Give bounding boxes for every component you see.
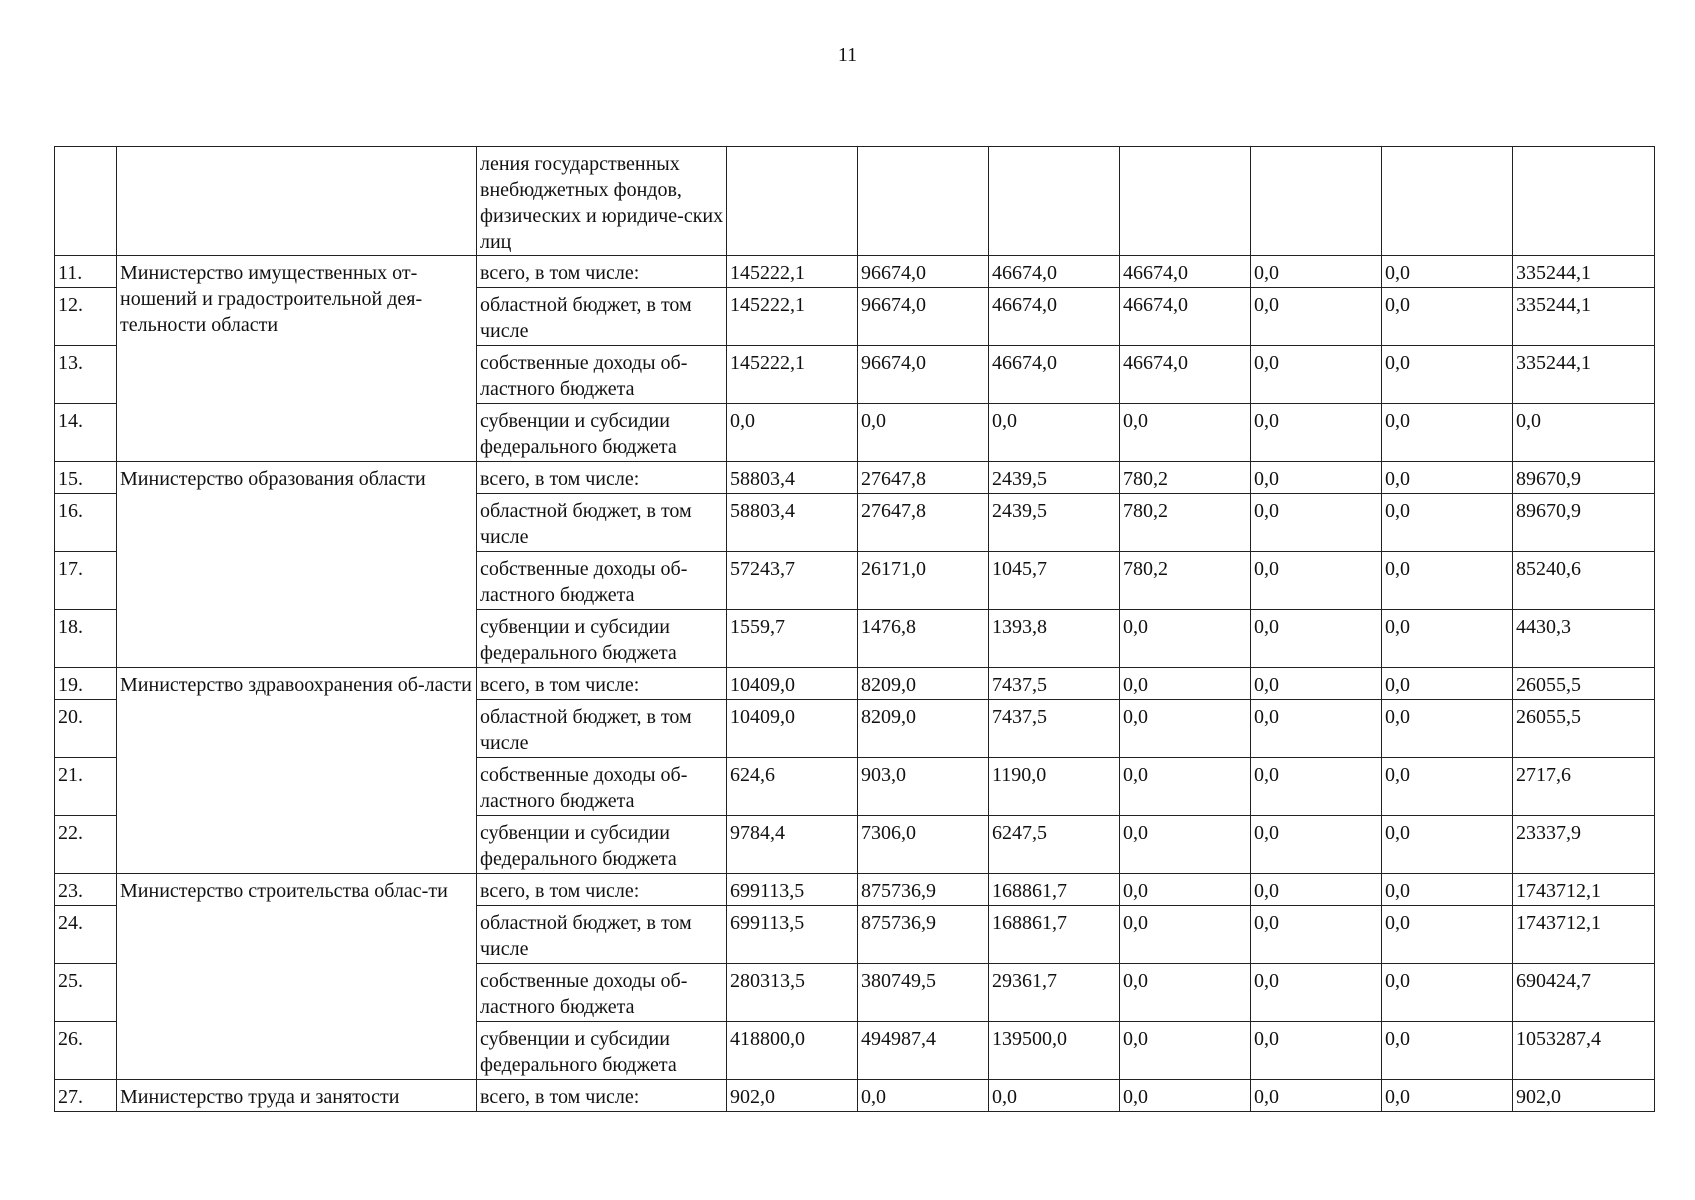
ministry-cell <box>117 147 477 256</box>
page-number: 11 <box>837 44 858 66</box>
total-cell: 335244,1 <box>1513 346 1655 404</box>
total-cell: 2717,6 <box>1513 758 1655 816</box>
table-row <box>55 462 1655 494</box>
total-cell: 335244,1 <box>1513 256 1655 288</box>
value-cell: 0,0 <box>1251 404 1382 462</box>
value-cell: 0,0 <box>1251 668 1382 700</box>
total-cell: 0,0 <box>1513 404 1655 462</box>
funding-source-cell: областной бюджет, в том числе <box>477 700 727 758</box>
value-cell: 0,0 <box>1382 552 1513 610</box>
funding-source-cell: всего, в том числе: <box>477 1080 727 1112</box>
funding-source-cell: собственные доходы об-ластного бюджета <box>477 964 727 1022</box>
value-cell: 96674,0 <box>858 346 989 404</box>
value-cell: 0,0 <box>1382 346 1513 404</box>
value-cell: 46674,0 <box>1120 346 1251 404</box>
value-cell: 10409,0 <box>727 700 858 758</box>
ministry-cell: Министерство здравоохранения об-ласти <box>117 668 477 874</box>
row-number-cell: 21. <box>55 758 117 816</box>
total-cell: 89670,9 <box>1513 494 1655 552</box>
row-number-cell: 12. <box>55 288 117 346</box>
funding-source-cell: собственные доходы об-ластного бюджета <box>477 346 727 404</box>
value-cell: 46674,0 <box>989 288 1120 346</box>
value-cell: 27647,8 <box>858 462 989 494</box>
total-cell: 902,0 <box>1513 1080 1655 1112</box>
value-cell: 380749,5 <box>858 964 989 1022</box>
value-cell <box>1251 147 1382 256</box>
value-cell: 0,0 <box>989 404 1120 462</box>
row-number-cell: 15. <box>55 462 117 494</box>
value-cell: 0,0 <box>1120 668 1251 700</box>
total-cell: 690424,7 <box>1513 964 1655 1022</box>
value-cell: 1190,0 <box>989 758 1120 816</box>
value-cell: 0,0 <box>1382 288 1513 346</box>
table-row <box>55 1080 1655 1112</box>
value-cell: 0,0 <box>1120 964 1251 1022</box>
value-cell: 29361,7 <box>989 964 1120 1022</box>
value-cell: 0,0 <box>727 404 858 462</box>
value-cell <box>727 147 858 256</box>
value-cell: 0,0 <box>1120 874 1251 906</box>
row-number-cell: 18. <box>55 610 117 668</box>
value-cell: 0,0 <box>1120 816 1251 874</box>
funding-source-cell: всего, в том числе: <box>477 256 727 288</box>
value-cell: 0,0 <box>1251 256 1382 288</box>
value-cell: 26171,0 <box>858 552 989 610</box>
value-cell: 875736,9 <box>858 906 989 964</box>
value-cell: 0,0 <box>1251 758 1382 816</box>
value-cell: 780,2 <box>1120 494 1251 552</box>
value-cell: 139500,0 <box>989 1022 1120 1080</box>
total-cell: 26055,5 <box>1513 700 1655 758</box>
value-cell <box>989 147 1120 256</box>
value-cell: 0,0 <box>1120 700 1251 758</box>
row-number-cell: 20. <box>55 700 117 758</box>
row-number-cell: 26. <box>55 1022 117 1080</box>
value-cell: 494987,4 <box>858 1022 989 1080</box>
row-number-cell <box>55 147 117 256</box>
value-cell: 0,0 <box>1251 288 1382 346</box>
value-cell: 0,0 <box>1251 906 1382 964</box>
value-cell: 0,0 <box>1251 816 1382 874</box>
total-cell: 1743712,1 <box>1513 874 1655 906</box>
total-cell: 335244,1 <box>1513 288 1655 346</box>
value-cell: 0,0 <box>1120 1080 1251 1112</box>
total-cell: 1743712,1 <box>1513 906 1655 964</box>
value-cell: 96674,0 <box>858 256 989 288</box>
row-number-cell: 25. <box>55 964 117 1022</box>
value-cell: 875736,9 <box>858 874 989 906</box>
value-cell: 1045,7 <box>989 552 1120 610</box>
row-number-cell: 22. <box>55 816 117 874</box>
value-cell: 8209,0 <box>858 700 989 758</box>
value-cell: 902,0 <box>727 1080 858 1112</box>
table-row <box>55 668 1655 700</box>
total-cell: 4430,3 <box>1513 610 1655 668</box>
value-cell: 0,0 <box>1120 610 1251 668</box>
value-cell: 0,0 <box>1382 758 1513 816</box>
total-cell: 26055,5 <box>1513 668 1655 700</box>
value-cell: 0,0 <box>1251 700 1382 758</box>
value-cell: 168861,7 <box>989 906 1120 964</box>
table-row <box>55 256 1655 288</box>
value-cell: 0,0 <box>858 1080 989 1112</box>
funding-source-cell: субвенции и субсидии федерального бюджета <box>477 610 727 668</box>
value-cell: 0,0 <box>1251 874 1382 906</box>
funding-source-cell: субвенции и субсидии федерального бюджета <box>477 404 727 462</box>
value-cell: 8209,0 <box>858 668 989 700</box>
table-body <box>55 147 1655 1112</box>
continuation-row <box>55 147 1655 256</box>
row-number-cell: 17. <box>55 552 117 610</box>
row-number-cell: 23. <box>55 874 117 906</box>
value-cell: 2439,5 <box>989 462 1120 494</box>
value-cell: 0,0 <box>1382 874 1513 906</box>
value-cell: 10409,0 <box>727 668 858 700</box>
value-cell: 0,0 <box>1251 494 1382 552</box>
value-cell: 0,0 <box>1120 758 1251 816</box>
funding-source-cell: субвенции и субсидии федерального бюджета <box>477 1022 727 1080</box>
value-cell: 1476,8 <box>858 610 989 668</box>
value-cell: 1393,8 <box>989 610 1120 668</box>
ministry-cell: Министерство труда и занятости <box>117 1080 477 1112</box>
row-number-cell: 16. <box>55 494 117 552</box>
value-cell: 0,0 <box>1251 964 1382 1022</box>
row-number-cell: 13. <box>55 346 117 404</box>
row-number-cell: 14. <box>55 404 117 462</box>
total-cell: 1053287,4 <box>1513 1022 1655 1080</box>
value-cell: 0,0 <box>1251 1022 1382 1080</box>
value-cell: 2439,5 <box>989 494 1120 552</box>
value-cell: 0,0 <box>1382 256 1513 288</box>
value-cell: 46674,0 <box>989 256 1120 288</box>
value-cell: 0,0 <box>1251 346 1382 404</box>
value-cell: 168861,7 <box>989 874 1120 906</box>
value-cell: 0,0 <box>1382 494 1513 552</box>
ministry-cell: Министерство имущественных от-ношений и градостроительной дея-тельности области <box>117 256 477 462</box>
value-cell: 46674,0 <box>1120 256 1251 288</box>
table-row <box>55 874 1655 906</box>
value-cell: 145222,1 <box>727 288 858 346</box>
value-cell <box>1120 147 1251 256</box>
value-cell: 280313,5 <box>727 964 858 1022</box>
value-cell: 0,0 <box>1251 610 1382 668</box>
value-cell: 0,0 <box>1382 906 1513 964</box>
value-cell: 46674,0 <box>989 346 1120 404</box>
funding-source-cell: областной бюджет, в том числе <box>477 288 727 346</box>
value-cell: 0,0 <box>1382 1080 1513 1112</box>
value-cell: 0,0 <box>1382 668 1513 700</box>
value-cell <box>858 147 989 256</box>
value-cell: 0,0 <box>989 1080 1120 1112</box>
funding-source-cell: областной бюджет, в том числе <box>477 494 727 552</box>
value-cell: 145222,1 <box>727 346 858 404</box>
value-cell: 780,2 <box>1120 552 1251 610</box>
funding-source-cell: всего, в том числе: <box>477 462 727 494</box>
total-cell: 89670,9 <box>1513 462 1655 494</box>
value-cell: 0,0 <box>858 404 989 462</box>
value-cell: 0,0 <box>1382 816 1513 874</box>
total-cell: 23337,9 <box>1513 816 1655 874</box>
value-cell: 6247,5 <box>989 816 1120 874</box>
total-cell <box>1513 147 1655 256</box>
ministry-cell: Министерство строительства облас-ти <box>117 874 477 1080</box>
row-number-cell: 24. <box>55 906 117 964</box>
funding-source-cell: областной бюджет, в том числе <box>477 906 727 964</box>
ministry-cell: Министерство образования области <box>117 462 477 668</box>
value-cell: 418800,0 <box>727 1022 858 1080</box>
row-number-cell: 19. <box>55 668 117 700</box>
value-cell: 0,0 <box>1382 964 1513 1022</box>
value-cell: 0,0 <box>1382 462 1513 494</box>
value-cell: 903,0 <box>858 758 989 816</box>
value-cell: 0,0 <box>1120 404 1251 462</box>
value-cell: 0,0 <box>1382 404 1513 462</box>
value-cell: 1559,7 <box>727 610 858 668</box>
value-cell: 0,0 <box>1382 610 1513 668</box>
value-cell: 57243,7 <box>727 552 858 610</box>
value-cell: 58803,4 <box>727 494 858 552</box>
value-cell: 0,0 <box>1382 700 1513 758</box>
funding-source-cell: собственные доходы об-ластного бюджета <box>477 758 727 816</box>
value-cell: 58803,4 <box>727 462 858 494</box>
value-cell: 780,2 <box>1120 462 1251 494</box>
row-number-cell: 27. <box>55 1080 117 1112</box>
value-cell: 0,0 <box>1120 906 1251 964</box>
value-cell: 0,0 <box>1251 1080 1382 1112</box>
budget-table <box>54 146 1655 1112</box>
value-cell: 7437,5 <box>989 700 1120 758</box>
value-cell: 624,6 <box>727 758 858 816</box>
total-cell: 85240,6 <box>1513 552 1655 610</box>
value-cell: 7437,5 <box>989 668 1120 700</box>
funding-source-cell: всего, в том числе: <box>477 668 727 700</box>
value-cell: 46674,0 <box>1120 288 1251 346</box>
value-cell: 96674,0 <box>858 288 989 346</box>
value-cell: 7306,0 <box>858 816 989 874</box>
value-cell: 0,0 <box>1120 1022 1251 1080</box>
funding-source-cell: субвенции и субсидии федерального бюджета <box>477 816 727 874</box>
value-cell: 145222,1 <box>727 256 858 288</box>
value-cell: 0,0 <box>1251 552 1382 610</box>
value-cell: 699113,5 <box>727 906 858 964</box>
value-cell <box>1382 147 1513 256</box>
value-cell: 27647,8 <box>858 494 989 552</box>
value-cell: 0,0 <box>1382 1022 1513 1080</box>
value-cell: 9784,4 <box>727 816 858 874</box>
value-cell: 699113,5 <box>727 874 858 906</box>
funding-source-cell: всего, в том числе: <box>477 874 727 906</box>
funding-source-cell: собственные доходы об-ластного бюджета <box>477 552 727 610</box>
funding-source-cell: ления государственных внебюджетных фондов, физических и юридиче-ских лиц <box>477 147 727 256</box>
value-cell: 0,0 <box>1251 462 1382 494</box>
row-number-cell: 11. <box>55 256 117 288</box>
